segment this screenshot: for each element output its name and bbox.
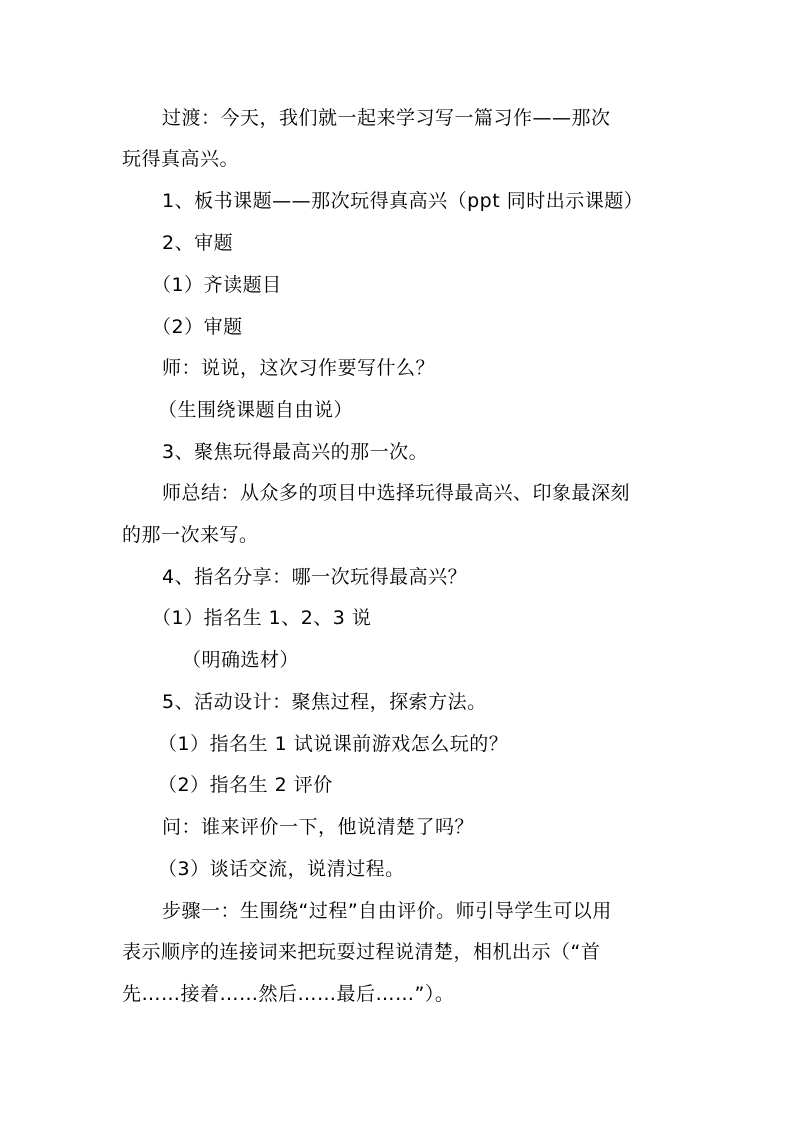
- paragraph-line: 1、板书课题——那次玩得真高兴（ppt 同时出示课题）: [162, 190, 644, 212]
- paragraph-line: （生围绕课题自由说）: [158, 399, 354, 421]
- paragraph-line: 表示顺序的连接词来把玩耍过程说清楚，相机出示（“首: [122, 941, 601, 963]
- paragraph-line: 2、审题: [162, 232, 234, 254]
- paragraph-line: （2）指名生 2 评价: [158, 774, 333, 796]
- paragraph-line: （1）指名生 1 试说课前游戏怎么玩的？: [158, 733, 509, 755]
- paragraph-line: 3、聚焦玩得最高兴的那一次。: [162, 441, 429, 463]
- paragraph-line: 问：谁来评价一下，他说清楚了吗？: [162, 816, 475, 838]
- paragraph-line: 玩得真高兴。: [122, 148, 240, 170]
- paragraph-line: （3）谈话交流，说清过程。: [158, 858, 405, 880]
- paragraph-line: 过渡：今天，我们就一起来学习写一篇习作——那次: [162, 107, 611, 129]
- paragraph-line: （2）审题: [152, 316, 243, 338]
- paragraph-line: （1）齐读题目: [152, 274, 282, 296]
- paragraph-line: 先……接着……然后……最后……”）。: [122, 983, 455, 1005]
- paragraph-line: 师：说说，这次习作要写什么？: [162, 357, 436, 379]
- paragraph-line: 师总结：从众多的项目中选择玩得最高兴、印象最深刻: [162, 482, 631, 504]
- paragraph-line: 5、活动设计：聚焦过程，探索方法。: [162, 691, 487, 713]
- paragraph-line: 步骤一：生围绕“过程”自由评价。师引导学生可以用: [162, 900, 612, 922]
- paragraph-line: （明确选材）: [182, 649, 300, 671]
- paragraph-line: 4、指名分享：哪一次玩得最高兴？: [162, 566, 468, 588]
- paragraph-line: （1）指名生 1、2、3 说: [152, 607, 372, 629]
- paragraph-line: 的那一次来写。: [122, 524, 259, 546]
